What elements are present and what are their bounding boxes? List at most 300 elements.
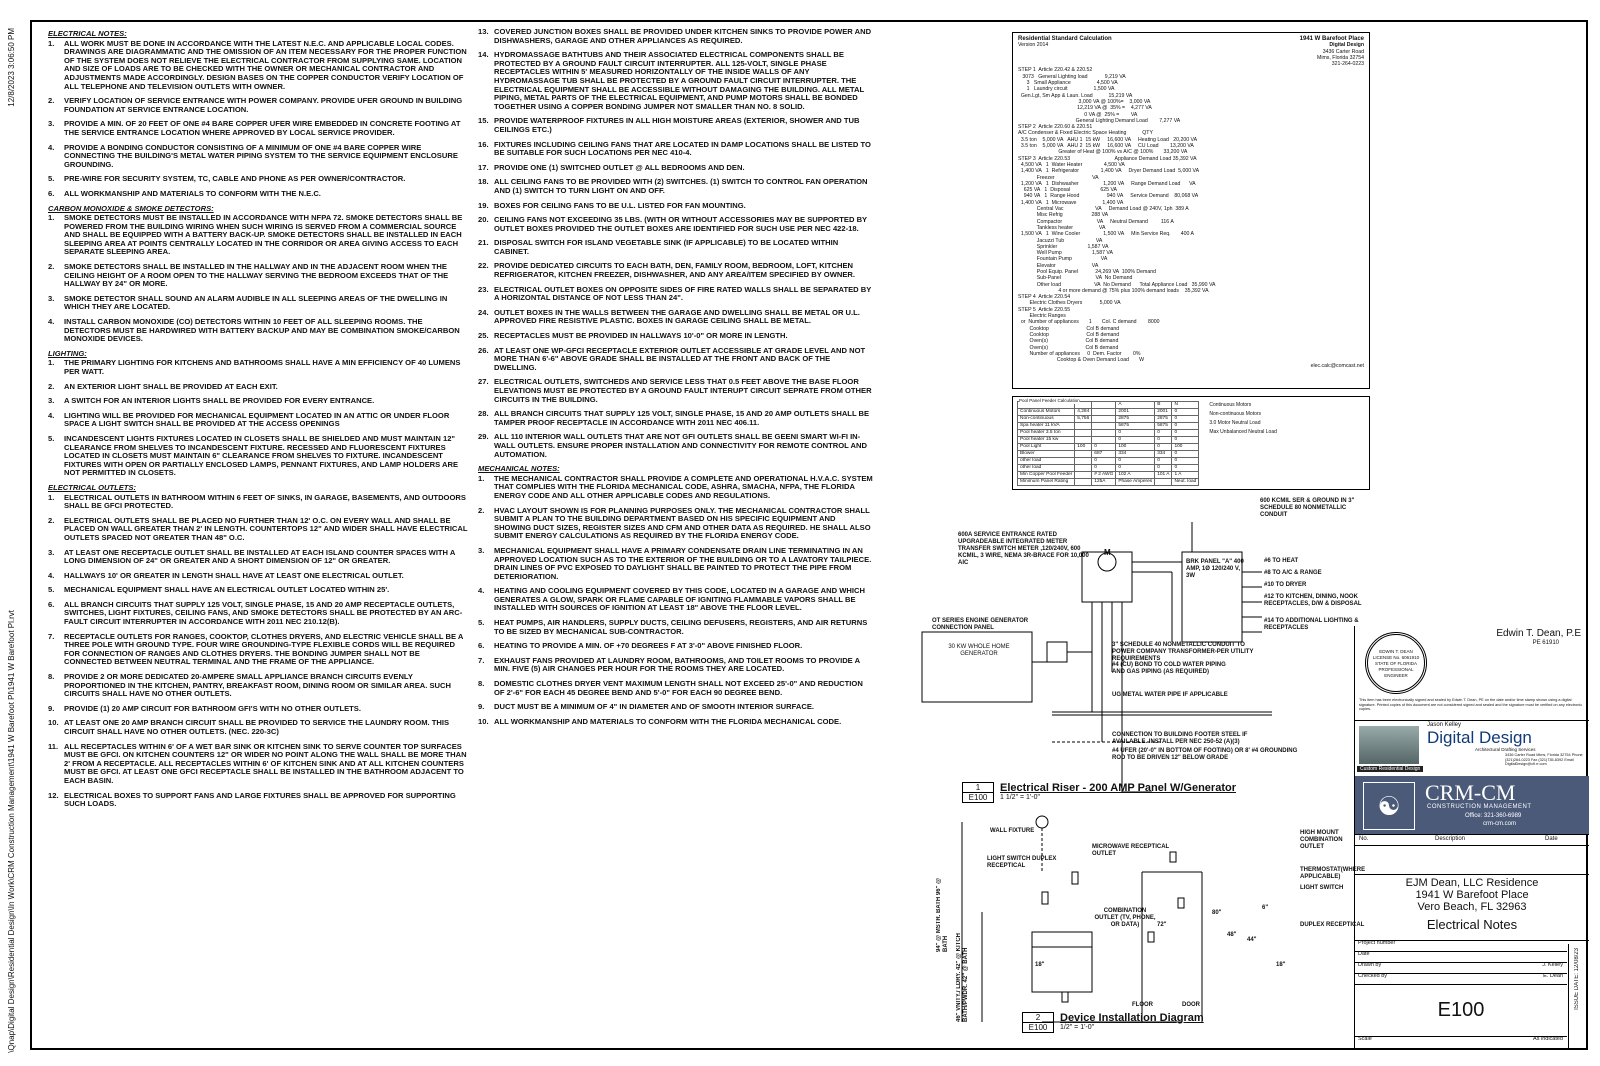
section-title-lighting: LIGHTING: [48, 348, 87, 358]
ufer-label: #4 UFER (20'-0" IN BOTTOM OF FOOTING) OR 8' #4 GROUNDING ROD TO BE DRIVEN 12" BELOW GRADE [1112, 748, 1298, 761]
project-info [1355, 874, 1589, 941]
project-city: Vero Beach, FL 32963 [1417, 901, 1527, 913]
riser-title: Electrical Riser - 200 AMP Panel W/Generator [1000, 782, 1236, 794]
calc-line: Compactor VA Neutral Demand 116 A [1018, 218, 1174, 225]
note-text: DOMESTIC CLOTHES DRYER VENT MAXIMUM LENGTH SHALL NOT EXCEED 25'-0" AND REDUCTION OF 2'-6" FOR EACH 45 DEGREE BEND AND 5'-0" FOR EACH 90 DEGREE BEND. [494, 679, 863, 697]
digital-design-name: Digital Design [1427, 728, 1532, 747]
drawn-by-label: Drawn by [1358, 962, 1382, 968]
pool-cell: Minimum Panel Rating [1018, 479, 1075, 486]
duplex-label: DUPLEX RECEPTICAL [1300, 922, 1365, 928]
floor-label: FLOOR [1132, 1002, 1153, 1008]
note-text: DISPOSAL SWITCH FOR ISLAND VEGETABLE SINK (IF APPLICABLE) TO BE LOCATED WITHIN CABINET. [494, 238, 839, 256]
note-text: PROVIDE WATERPROOF FIXTURES IN ALL HIGH MOISTURE AREAS (EXTERIOR, SHOWER AND TUB CEILINGS ETC.) [494, 116, 860, 134]
designer-name: Jason Kelley [1427, 722, 1462, 728]
note-text: MECHANICAL EQUIPMENT SHALL HAVE AN ELECTRICAL OUTLET LOCATED WITHIN 25'. [64, 585, 390, 595]
water-pipe-label: UG METAL WATER PIPE IF APPLICABLE [1112, 692, 1228, 698]
house-image-icon [1359, 726, 1419, 764]
note-item [48, 792, 468, 809]
note-item [48, 494, 468, 511]
note-text: HEATING TO PROVIDE A MIN. OF +70 DEGREES F AT 3'-0" ABOVE FINISHED FLOOR. [494, 641, 803, 651]
note-number: 19. [478, 200, 489, 210]
note-number: 21. [478, 238, 489, 248]
light-switch-2-label: LIGHT SWITCH [1300, 885, 1344, 891]
note-text: AT LEAST ONE WP-GFCI RECEPTACLE EXTERIOR OUTLET ACCESSIBLE AT GRADE LEVEL AND NOT MORE THAN 6'-6" ABOVE GRADE SHALL BE INSTALLED AT THE FRONT AND BACK OF THE DWELLING. [494, 345, 866, 372]
note-item [478, 642, 873, 651]
note-text: THE MECHANICAL CONTRACTOR SHALL PROVIDE A COMPLETE AND OPERATIONAL H.V.A.C. SYSTEM THAT COMPLIES WITH THE FLORIDA MECHANICAL CODE, ASHRA, SMACHA, NFPA, THE FLORIDA ENERGY CODE AND ALL OTHER APPLICABLE CODES AND REGULATIONS. [494, 473, 873, 500]
panel-label: BRK PANEL "A" 400 AMP, 1Ø 120/240 V, 3W [1186, 559, 1244, 579]
device-caption [1022, 1012, 1204, 1033]
note-item [478, 587, 873, 613]
pool-cell: 125A [1092, 479, 1116, 486]
note-item [478, 28, 873, 45]
note-item [478, 680, 873, 697]
note-item [48, 572, 468, 581]
calc-line: Misc Refrig 288 VA [1018, 212, 1109, 219]
crm-sub: CONSTRUCTION MANAGEMENT [1427, 804, 1532, 810]
note-item [478, 410, 873, 427]
calc-line: Number of appliances 0 Dem. Factor 0% [1018, 350, 1141, 357]
pool-cell: 2001 [1155, 409, 1172, 416]
note-item [48, 97, 468, 114]
calc-line: 3,000 VA @ 100%= 3,000 VA [1018, 98, 1151, 105]
calc-line: 625 VA 1 Disposal 625 VA [1018, 187, 1117, 194]
pool-cell: 0 [1172, 465, 1199, 472]
calc-company-address: 3436 Carter Road [1322, 48, 1364, 55]
calc-title: Residential Standard Calculation [1018, 36, 1112, 42]
note-number: 3. [478, 545, 485, 555]
pool-header-cell [1092, 402, 1116, 409]
load-calculation-table [1012, 32, 1370, 389]
calc-version: Version 2014 [1018, 42, 1049, 49]
note-item [478, 347, 873, 373]
pool-cell [1155, 479, 1172, 486]
pool-header-cell: A [1116, 402, 1155, 409]
electrical-notes-list [48, 40, 468, 199]
note-number: 2. [48, 96, 55, 106]
dim-18-right: 18" [1276, 962, 1286, 968]
print-timestamp: 12/8/2023 3:06:50 PM [7, 28, 16, 107]
note-item [48, 586, 468, 595]
pool-cell: 101 A [1155, 472, 1172, 479]
calc-line: 1 Laundry circuit 1,500 VA [1018, 86, 1115, 93]
digital-design-sub: Architectural Drafting Services [1475, 747, 1536, 752]
pool-feeder-table [1017, 401, 1199, 486]
digital-design-address: 3436 Carter Road Mims, Florida 32754 Phone (321)264-0223 Fax (321)735-8392 Email DigitalDesign@cfl.rr.com [1505, 753, 1583, 766]
calc-line: Electric Ranges [1018, 313, 1066, 320]
engineer-seal: EDWIN T. DEAN LICENSE No. 6061910 STATE OF FLORIDA PROFESSIONAL ENGINEER [1365, 632, 1427, 694]
note-number: 6. [478, 641, 485, 651]
calc-line: Gen.Lgt, Sm App & Laun. Load 15,219 VA [1018, 92, 1133, 99]
note-number: 1. [48, 38, 55, 48]
pool-cell: 2875 [1116, 416, 1155, 423]
note-number: 24. [478, 307, 489, 317]
note-number: 7. [478, 655, 485, 665]
note-item [478, 703, 873, 712]
note-number: 10. [48, 718, 59, 728]
vanity-dim: 46" VNITY./ LDRY. 42" @ KITCH BATH/PWDR. 42" @ BATH [956, 932, 969, 1022]
note-text: ALL 110 INTERIOR WALL OUTLETS THAT ARE NOT GFI OUTLETS SHALL BE GEENI SMART WI-FI IN-WALL OUTLETS. ENSURE PROPER INSTALLATION AND CONNECTIVITY FOR REMOTE CONTROL AND AUTOMATION. [494, 432, 867, 459]
pool-note: Non-continuous Motors [1209, 411, 1262, 417]
pool-cell: Min Copper Pool Feeder [1018, 472, 1075, 479]
pool-cell: Pool heater 15 kw [1018, 437, 1075, 444]
conduit-label: 3" SCHEDULE 40 NONMETALLIC CONDUIT TO POWER COMPANY TRANSFORMER-PER UTILITY REQUIREMENTS [1112, 642, 1254, 662]
pool-row [1018, 430, 1199, 437]
service-entrance-label: 600A SERVICE ENTRANCE RATED UPGRADEABLE INTEGRATED METER TRANSFER SWITCH METER ,120/240V, 600 KCMIL, 3 WIRE, NEMA 3R-BRACE FOR 10,000 AIC [958, 532, 1089, 566]
calc-line: Oven(s) Col B demand [1018, 338, 1119, 345]
note-number: 5. [478, 618, 485, 628]
note-item [48, 517, 468, 543]
calc-line: Cooktop Col B demand [1018, 331, 1120, 338]
pool-cell [1075, 465, 1092, 472]
calc-company: Digital Design [1329, 42, 1364, 49]
note-text: ALL WORKMANSHIP AND MATERIALS TO CONFORM WITH THE N.E.C. [64, 188, 321, 198]
riser-caption [962, 782, 1236, 803]
pool-cell [1075, 423, 1092, 430]
note-text: PROVIDE 2 OR MORE DEDICATED 20-AMPERE SMALL APPLIANCE BRANCH CIRCUITS EVENLY PROPORTIONED IN THE KITCHEN, PANTRY, BREAKFAST ROOM, DINING ROOM OR SIMILAR AREA. SUCH CIRCUITS SHALL HAVE NO OTHER OUTLETS. [64, 672, 452, 699]
pool-cell: 0 [1155, 444, 1172, 451]
note-text: ALL CEILING FANS TO BE PROVIDED WITH (2) SWITCHES. (1) SWITCH TO CONTROL FAN OPERATION AND (1) SWITCH TO TURN LIGHT ON AND OFF. [494, 177, 868, 195]
pool-note: Max Unbalanced Neutral Load [1209, 429, 1277, 435]
outlet-notes-list [48, 494, 468, 809]
sheet-number: E100 [1355, 984, 1567, 1037]
pool-cell [1075, 458, 1092, 465]
note-text: PROVIDE DEDICATED CIRCUITS TO EACH BATH, DEN, FAMILY ROOM, BEDROOM, LOFT, KITCHEN REFRIGERATOR, KITCHEN FREEZER, DISHWASHER, AND ANY AREA/ITEM SPECIFIED BY OWNER. [494, 261, 856, 280]
note-text: HEATING AND COOLING EQUIPMENT COVERED BY THIS CODE, LOCATED IN A GARAGE AND WHICH GENERATES A GLOW, SPARK OR FLAME CAPABLE OF IGNITING FLAMMABLE VAPORS SHALL BE INSTALLED WITH SOURCES OF IGNITION AT LEAST 18" ABOVE THE FLOOR LEVEL. [494, 586, 865, 613]
note-number: 5. [48, 433, 55, 443]
note-text: PROVIDE ONE (1) SWITCHED OUTLET @ ALL BEDROOMS AND DEN. [494, 162, 745, 172]
pool-cell: # 2 AWG [1092, 472, 1116, 479]
pool-row [1018, 416, 1199, 423]
note-text: ALL RECEPTACLES WITHIN 6' OF A WET BAR SINK OR KITCHEN SINK TO SERVE COUNTER TOP SURFACES MUST BE GFCI. ON KITCHEN COUNTERS 12" OR WIDER NO POINT ALONG THE WALL SHALL BE MORE THAN 2' FROM A RECEPTACLE. ALL RECEPTACLES WITHIN 6' OF KITCHEN SINK AND AT ALL KITCHEN COUNTERS MUST BE GFCI. AT LEAST ONE GFCI RECEPTACLE SHALL BE INSTALLED IN THE BATHROOM ADJACENT TO EACH BASIN. [64, 741, 467, 785]
note-item [478, 309, 873, 326]
pool-cell: Pool heater 3.5 ton [1018, 430, 1075, 437]
mechanical-notes-list [478, 475, 873, 727]
calc-line: Well Pump 1,587 VA [1018, 250, 1113, 257]
drawing-sheet [30, 20, 1588, 1050]
date-label: Date [1358, 951, 1370, 957]
note-number: 12. [48, 790, 59, 800]
carbon-notes-list [48, 214, 468, 344]
notes-column-1 [48, 28, 468, 815]
note-number: 10. [478, 716, 489, 726]
pool-cell: 0 [1092, 458, 1116, 465]
circuit-10-label: #10 TO DRYER [1264, 582, 1307, 588]
note-number: 4. [48, 317, 55, 327]
note-text: A SWITCH FOR AN INTERIOR LIGHTS SHALL BE PROVIDED FOR EVERY ENTRANCE. [64, 396, 375, 406]
note-text: ALL WORKMANSHIP AND MATERIALS TO CONFORM WITH THE FLORIDA MECHANICAL CODE. [494, 716, 842, 726]
calc-company-phone: 321-264-0223 [1331, 61, 1364, 68]
note-text: AT LEAST ONE 20 AMP BRANCH CIRCUIT SHALL BE PROVIDED TO SERVICE THE LAUNDRY ROOM. THIS CIRCUIT SHALL HAVE NO OTHER OUTLETS. (NEC. 220-3C) [64, 718, 450, 736]
note-text: ELECTRICAL BOXES TO SUPPORT FANS AND LARGE FIXTURES SHALL BE APPROVED FOR SUPPORTING SUCH LOADS. [64, 790, 456, 809]
checked-by-label: Checked by [1358, 973, 1388, 979]
calc-line: STEP 4 Article 220.54 [1018, 294, 1071, 301]
note-text: INSTALL CARBON MONOXIDE (CO) DETECTORS WITHIN 10 FEET OF ALL SLEEPING ROOMS. THE DETECTORS MUST BE HARDWIRED WITH BATTERY BACKUP AND MAY BE COMBINATION SMOKE/CARBON MONOXIDE DEVICES. [64, 317, 460, 344]
note-item [478, 718, 873, 727]
note-item [478, 433, 873, 459]
note-item [48, 40, 468, 92]
revision-table [1355, 834, 1589, 875]
note-item [48, 214, 468, 257]
calc-line: 0 VA @ 25% = VA [1018, 111, 1138, 118]
pool-row [1018, 444, 1199, 451]
digital-design-logo [1355, 720, 1589, 777]
calc-line: Freezer VA [1018, 174, 1099, 181]
note-number: 2. [48, 262, 55, 272]
note-number: 29. [478, 432, 489, 442]
pool-cell: 0 [1155, 437, 1172, 444]
calc-line: 12,219 VA @ 35% = 4,277 VA [1018, 105, 1152, 112]
note-item [478, 117, 873, 134]
dim-18-left: 18" [1035, 962, 1045, 968]
calc-line: Pool Equip. Panel 24,269 VA 100% Demand [1018, 268, 1157, 275]
pool-cell: 5875 [1155, 423, 1172, 430]
note-text: RECEPTACLE OUTLETS FOR RANGES, COOKTOP, CLOTHES DRYERS, AND ELECTRIC VEHICLE SHALL BE A THREE POLE WITH GROUND TYPE. FOUR WIRE GROUNDING-TYPE FLEXIBLE CORDS WILL BE REQUIRED FOR CONNECTION OF RANGES AND CLOTHES DRYERS. THE BONDING JUMPER SHALL NOT BE CONNECTED BETWEEN NEUTRAL TERMINAL AND THE FRAME OF THE APPLIANCE. [64, 631, 464, 667]
note-item [478, 619, 873, 636]
note-number: 17. [478, 162, 489, 172]
pool-cell: other load [1018, 465, 1075, 472]
note-number: 14. [478, 50, 489, 60]
riser-scale: 1 1/2" = 1'-0" [1000, 794, 1040, 801]
note-item [48, 359, 468, 376]
calc-line: A/C Condenser & Fixed Electric Space Heating QTY [1018, 130, 1153, 137]
note-text: MECHANICAL EQUIPMENT SHALL HAVE A PRIMARY CONDENSATE DRAIN LINE TERMINATING IN AN APPROVED LOCATION SUCH AS TO THE EXTERIOR OF THE BUILDING OR TO A LAVATORY TAILPIECE. DRAIN LINES OF PVC EXPOSED TO DAYLIGHT SHALL BE PAINTED TO PROTECT THE PIPE FROM DETERIORATION. [494, 545, 872, 581]
sheet-name: Electrical Notes [1426, 917, 1518, 932]
calc-line: Fountain Pump VA [1018, 256, 1108, 263]
note-number: 11. [48, 741, 59, 751]
pool-cell: 4,284 [1075, 409, 1092, 416]
pool-cell: 334 [1155, 451, 1172, 458]
pool-cell: Pool Light [1018, 444, 1075, 451]
mstr-bath-dim: 94" @ MSTR. BATH 96" @ BATH [936, 878, 949, 952]
pool-cell [1075, 437, 1092, 444]
calc-line: 1,400 VA 1 Refrigerator 1,400 VA Dryer Demand Load 5,000 VA [1018, 168, 1200, 175]
pool-row [1018, 458, 1199, 465]
pool-cell [1075, 430, 1092, 437]
dim-44: 44" [1247, 937, 1257, 943]
pool-header-cell: N [1172, 402, 1199, 409]
note-number: 9. [48, 703, 55, 713]
crm-office: Office: 321-360-6989 [1465, 813, 1522, 819]
pool-cell: 100 [1172, 444, 1199, 451]
pool-cell [1075, 472, 1092, 479]
notes-column-2 [478, 28, 873, 732]
calc-line: Other load VA No Demand Total Appliance Load 35,990 VA [1018, 281, 1216, 288]
note-number: 25. [478, 331, 489, 341]
pool-cell: 102 A [1116, 472, 1155, 479]
note-text: SMOKE DETECTORS SHALL BE INSTALLED IN THE HALLWAY AND IN THE ADJACENT ROOM WHEN THE CEILING HEIGHT OF A ROOM OPEN TO THE HALLWAY SERVING THE BEDROOM EXCEEDS THAT OF THE HALLWAY BY 24" OR MORE. [64, 262, 449, 289]
calc-line: General Lighting Demand Load 7,277 VA [1018, 117, 1181, 124]
pool-cell: 100 [1116, 444, 1155, 451]
column-logo-icon: ☯ [1363, 782, 1415, 830]
crm-web: crm-cm.com [1483, 821, 1516, 827]
note-number: 27. [478, 377, 489, 387]
note-number: 4. [478, 586, 485, 596]
note-item [48, 633, 468, 667]
pool-cell: 5,756 [1075, 416, 1092, 423]
pool-cell: Neut. load [1172, 479, 1199, 486]
pool-cell [1092, 437, 1116, 444]
scale-value: As indicated [1533, 1036, 1563, 1042]
circuit-14-label: #14 TO ADDITIONAL LIGHTING & RECEPTACLES [1264, 618, 1359, 631]
note-item [478, 178, 873, 195]
pool-cell: 0 [1155, 465, 1172, 472]
pool-feeder-calculation [1012, 396, 1370, 490]
note-text: PROVIDE A BONDING CONDUCTOR CONSISTING OF A MINIMUM OF ONE #4 BARE COPPER WIRE CONNECTING THE BUILDING'S METAL WATER PIPING SYSTEM TO THE SERVICE EQUIPMENT ENCLOSURE GROUNDING. [64, 142, 458, 169]
note-text: OUTLET BOXES IN THE WALLS BETWEEN THE GARAGE AND DWELLING SHALL BE METAL OR U.L. APPROVED FIRE RESISTIVE PLASTIC. BOXES IN GARAGE CEILING SHALL BE METAL. [494, 307, 860, 326]
pool-cell: 0 [1116, 430, 1155, 437]
pool-cell: 5875 [1116, 423, 1155, 430]
note-number: 1. [48, 492, 55, 502]
note-number: 3. [48, 119, 55, 129]
calc-line: 940 VA 1 Range Hood 940 VA Service Demand 80,068 VA [1018, 193, 1199, 200]
note-item [48, 318, 468, 344]
pool-cell: 0 [1155, 430, 1172, 437]
calc-line: 3 Small Appliance 4,500 VA [1018, 80, 1118, 87]
calc-line: 3.5 ton 5,000 VA AHU 2 15 kW 16,600 VA CU Load 13,200 VA [1018, 143, 1194, 150]
pool-cell: 0 [1116, 465, 1155, 472]
note-item [478, 657, 873, 674]
file-path: \Qnap\Digital Design\Residential Design\In Work\CRM Construction Management\1941 W Barefoot Pl\1941 W Barefoot Pl.rvt [7, 610, 16, 1053]
generator-panel [1047, 642, 1067, 662]
note-item [478, 332, 873, 341]
pool-row [1018, 423, 1199, 430]
note-item [48, 412, 468, 429]
note-item [478, 216, 873, 233]
note-item [478, 164, 873, 173]
note-number: 26. [478, 345, 489, 355]
dim-6: 6" [1262, 905, 1269, 911]
calc-address: 1941 W Barefoot Place [1299, 36, 1364, 42]
note-item [48, 397, 468, 406]
project-street: 1941 W Barefoot Place [1415, 889, 1529, 901]
note-text: ELECTRICAL OUTLETS, SWITCHEDS AND SERVICE LESS THAT 0.5 FEET ABOVE THE BASE FLOOR ELEVATIONS MUST BE PROTECTED BY A GROUND FAULT INTERUPT CIRCUIT SEPRATE FROM OTHER CIRCUITS IN THE BUILDING. [494, 377, 872, 404]
drawn-by: J. Kelley [1542, 962, 1563, 968]
device-sheet: E100 [1023, 1022, 1053, 1032]
calc-line: Central Vac VA Demand Load @ 240V, 1ph 389 A [1018, 206, 1189, 213]
note-number: 8. [48, 672, 55, 682]
section-title-electrical: ELECTRICAL NOTES: [48, 29, 127, 38]
calc-line: STEP 2 Article 220.60 & 220.51 [1018, 124, 1093, 131]
high-mount-label: HIGH MOUNT COMBINATION OUTLET [1300, 830, 1343, 850]
scale-label: Scale [1358, 1036, 1372, 1042]
note-text: COVERED JUNCTION BOXES SHALL BE PROVIDED UNDER KITCHEN SINKS TO PROVIDE POWER AND DISHWASHERS, GARAGE AND OTHER APPLIANCES AS REQUIRED. [494, 27, 872, 45]
pool-cell: 0 [1172, 430, 1199, 437]
note-number: 20. [478, 215, 489, 225]
note-number: 5. [48, 174, 55, 184]
light-switch-label: LIGHT SWITCH DUPLEX RECEPTICAL [987, 856, 1057, 869]
wall-fixture-label: WALL FIXTURE [990, 828, 1035, 834]
note-text: HEAT PUMPS, AIR HANDLERS, SUPPLY DUCTS, CEILING DEFUSERS, REGISTERS, AND AIR RETURNS TO BE SIZED BY MECHANICAL SUB-CONTRACTOR. [494, 618, 868, 636]
note-number: 23. [478, 284, 489, 294]
note-number: 3. [48, 396, 55, 406]
note-number: 1. [48, 358, 55, 368]
calc-line: Jacuzzi Tub VA [1018, 237, 1103, 244]
note-number: 3. [48, 293, 55, 303]
pool-cell: 0 [1172, 416, 1199, 423]
pool-motor-notes [1209, 401, 1277, 486]
note-item [478, 547, 873, 581]
calc-line: Cooktop & Oven Demand Load W [1018, 357, 1144, 364]
note-text: FIXTURES INCLUDING CEILING FANS THAT ARE LOCATED IN DAMP LOCATIONS SHALL BE LISTED TO BE SUITABLE FOR SUCH LOCATIONS PER NEC 410-4. [494, 139, 871, 158]
note-text: THE PRIMARY LIGHTING FOR KITCHENS AND BATHROOMS SHALL HAVE A MIN EFFICIENCY OF 40 LUMENS PER WATT. [64, 358, 461, 376]
note-item [478, 141, 873, 158]
custom-design-tag: Custom Residential Design [1357, 766, 1423, 772]
footer-steel-label: CONNECTION TO BUILDING FOOTER STEEL IF AVAILABLE. INSTALL PER NEC 250-52 (A)(3) [1112, 732, 1248, 745]
riser-sheet: E100 [963, 792, 993, 802]
engineer-name: Edwin T. Dean, P.E [1496, 628, 1581, 639]
device-detail-number: 2 [1035, 1013, 1041, 1022]
note-text: CEILING FANS NOT EXCEEDING 35 LBS. (WITH OR WITHOUT ACCESSORIES MAY BE SUPPORTED BY OUTLET BOXES PROVIDED THE OUTLET BOXES ARE IDENTIFIED FOR SUCH USE PER NEC 422-18. [494, 215, 867, 233]
note-text: PRE-WIRE FOR SECURITY SYSTEM, TC, CABLE AND PHONE AS PER OWNER/CONTRACTOR. [64, 174, 406, 184]
note-item [48, 120, 468, 137]
pool-cell: Non-continuous [1018, 416, 1075, 423]
dim-80: 80" [1212, 910, 1222, 916]
note-text: EXHAUST FANS PROVIDED AT LAUNDRY ROOM, BATHROOMS, AND TOILET ROOMS TO PROVIDE A MIN. FIVE (5) AIR CHANGES PER HOUR FOR THE ROOMS THEY ARE LOCATED. [494, 655, 860, 674]
note-number: 4. [48, 570, 55, 580]
note-item [48, 705, 468, 714]
note-text: HYDROMASSAGE BATHTUBS AND THEIR ASSOCIATED ELECTRICAL COMPONENTS SHALL BE PROTECTED BY A GROUND FAULT CIRCUIT INTERRUPTER. ALL 125-VOLT, SINGLE PHASE RECEPTACLES WITHIN 5' MEASURED HORIZONTALLY OF THE INSIDE WALLS OF ANY HYDROMASSAGE TUB SHALL BE PROTECTED BY A GROUND FAULT CIRCUIT INTERRUPTER. THE ELECTRICAL EQUIPMENT SHALL BE ACCESSIBLE WITHOUT DAMAGING THE BUILDING. ALL METAL PIPING, METAL PARTS OF THE ELECTRICAL EQUIPMENT, AND PUMP MOTORS SHALL BE BONDED TOGETHER USING A COPPER BONDING JUMPER NOT SMALLER THAN NO. 8 SOLID. [494, 50, 864, 111]
note-number: 6. [48, 188, 55, 198]
pool-cell [1092, 430, 1116, 437]
note-text: SMOKE DETECTORS MUST BE INSTALLED IN ACCORDANCE WITH NFPA 72. SMOKE DETECTORS SHALL BE POWERED FROM THE BUILDING WIRING WHEN SUCH WIRING IS SERVED FROM A COMMERCIAL SOURCE AND SHALL BE EQUIPPED WITH A BATTERY BACK-UP. SMOKE DETECTORS SHALL BE INSTALLED IN EACH SLEEPING AREA AT POINTS CENTRALLY LOCATED IN THE CORRIDOR OR AREA GIVING ACCESS TO EACH SEPARATE SLEEPING AREA. [64, 213, 463, 257]
note-number: 22. [478, 261, 489, 271]
calc-line: Oven(s) Col B demand [1018, 344, 1119, 351]
seal-disclaimer: This item has been electronically signed and sealed by Edwin T. Dean, PE on the date and/or time stamp shown using a digital signature. Printed copies of this document are not considered signed and sealed and the signature must be verified on any electronic copies. [1359, 698, 1583, 712]
lighting-notes-list [48, 359, 468, 478]
note-number: 2. [48, 515, 55, 525]
dim-48: 48" [1227, 932, 1237, 938]
note-text: BOXES FOR CEILING FANS TO BE U.L. LISTED FOR FAN MOUNTING. [494, 200, 746, 210]
note-text: DUCT MUST BE A MINIMUM OF 4" IN DIAMETER AND OF SMOOTH INTERIOR SURFACE. [494, 702, 815, 712]
pool-cell: 0 [1172, 451, 1199, 458]
circuit-12-label: #12 TO KITCHEN, DINING, NOOK RECEPTACLES, D/W & DISPOSAL [1264, 594, 1362, 607]
pool-cell: 2875 [1155, 416, 1172, 423]
calc-line: Elevator VA [1018, 262, 1099, 269]
note-item [48, 190, 468, 199]
combination-outlet-label: COMBINATION OUTLET (TV, PHONE, OR DATA) [1094, 908, 1156, 928]
pool-row [1018, 437, 1199, 444]
ser-conduit-label: 600 KCMIL SER & GROUND IN 3" SCHEDULE 80 NONMETALLIC CONDUIT [1260, 498, 1355, 518]
circuit-8-label: #8 TO A/C & RANGE [1264, 570, 1322, 576]
section-title-carbon: CARBON MONOXIDE & SMOKE DETECTORS: [48, 203, 214, 213]
rev-desc-header: Description [1435, 836, 1466, 842]
wall-fixture-symbol [1036, 816, 1048, 828]
engineer-pe: PE 61910 [1532, 640, 1559, 646]
rev-no-header: No. [1359, 836, 1369, 842]
calc-line: Sprinkler 1,587 VA [1018, 243, 1109, 250]
note-item [48, 601, 468, 627]
note-text: HALLWAYS 10' OR GREATER IN LENGTH SHALL HAVE AT LEAST ONE ELECTRICAL OUTLET. [64, 570, 404, 580]
note-text: ALL BRANCH CIRCUITS THAT SUPPLY 125 VOLT, SINGLE PHASE, 15 AND 20 AMP OUTLETS SHALL BE TAMPER PROOF RECEPTACLE IN ACCORDANCE WITH 2011 NEC 406.11. [494, 409, 870, 427]
pool-note: Continuous Motors [1209, 402, 1252, 408]
engineer-seal-block [1355, 626, 1589, 721]
note-text: AN EXTERIOR LIGHT SHALL BE PROVIDED AT EACH EXIT. [64, 381, 278, 391]
calc-line: Cooktop Col B demand [1018, 325, 1120, 332]
note-item [478, 262, 873, 279]
note-number: 3. [48, 547, 55, 557]
calc-line: STEP 3 Article 220.53 Appliance Demand Load 35,392 VA [1018, 155, 1197, 162]
issue-date: ISSUE DATE: 12/08/23 [1574, 948, 1580, 1010]
note-number: 1. [48, 213, 55, 223]
pool-cell: 334 [1116, 451, 1155, 458]
note-item [478, 286, 873, 303]
pool-cell: 0 [1092, 444, 1116, 451]
checked-by: E. Dean [1543, 973, 1563, 979]
pool-row [1018, 451, 1199, 458]
sidebar-stamp [2, 20, 26, 1053]
pool-row [1018, 472, 1199, 479]
section-title-outlets: ELECTRICAL OUTLETS: [48, 482, 137, 492]
